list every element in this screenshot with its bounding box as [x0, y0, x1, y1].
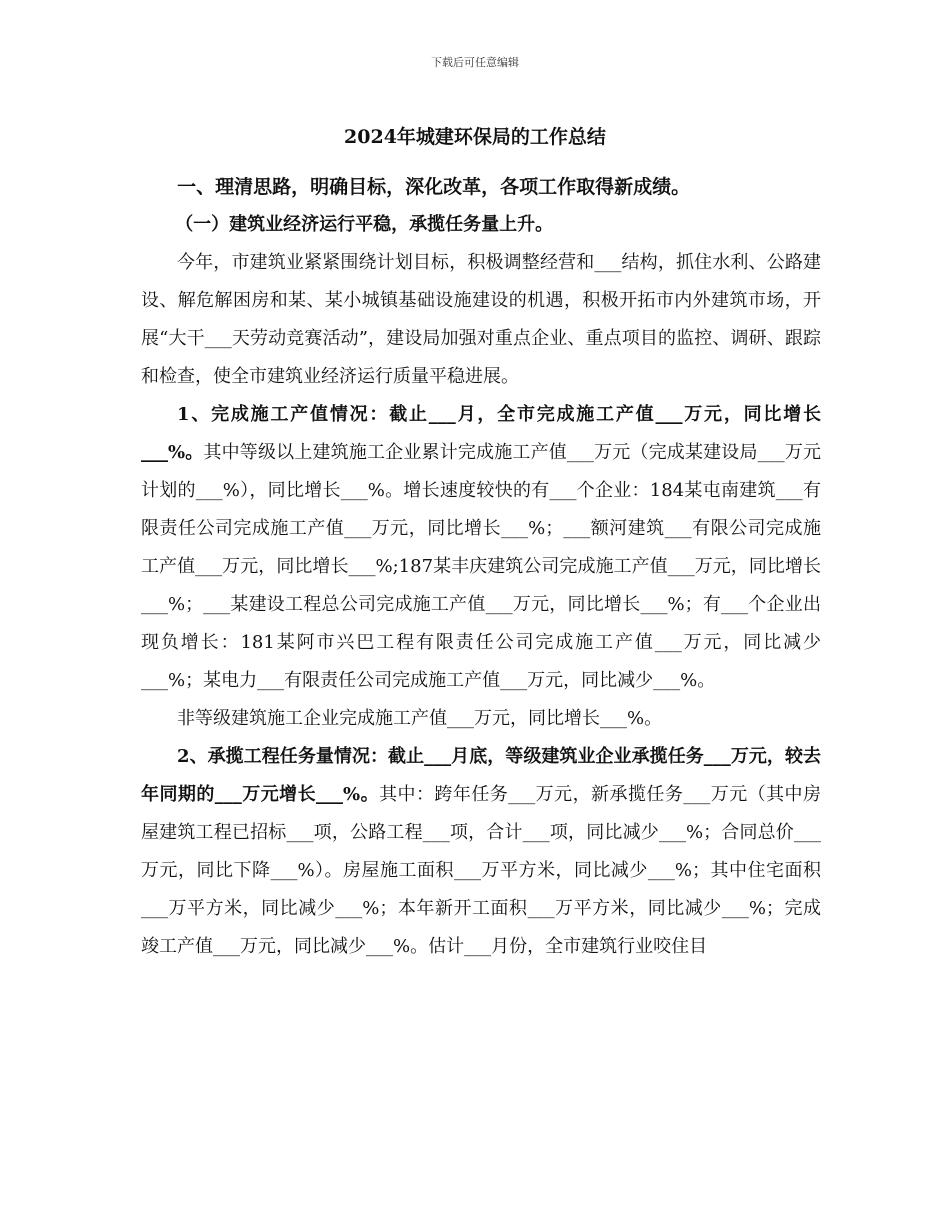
item2-body: 其中：跨年任务___万元，新承揽任务___万元（其中房屋建筑工程已招标___项，公路工程___项，合计___项，同比减少___%；合同总价___万元，同比下降___%）。房屋施工面积___万平方米，同比减少___%；其中住宅面积___万平方米，同比减少___%；本年新开工面积___万平方米，同比减少___%；完成竣工产值___万元，同比减少___%。估计___月份，全市建筑行业咬住目: [141, 784, 822, 957]
nonlevel-paragraph: 非等级建筑施工企业完成施工产值___万元，同比增长___%。: [177, 708, 663, 729]
subsection-heading-1-1: （一）建筑业经济运行平稳，承揽任务量上升。: [175, 214, 554, 235]
section-heading-1: 一、理清思路，明确目标，深化改革，各项工作取得新成绩。: [177, 176, 691, 198]
page-header: 下载后可任意编辑: [431, 56, 519, 69]
item1-paragraph: [141, 396, 821, 700]
item1-lead: 1、完成施工产值情况：截止___月，全市完成施工产值___万元，同比增长___%。: [141, 404, 821, 463]
document-title: 2024年城建环保局的工作总结: [344, 126, 606, 148]
item2-lead: 2、承揽工程任务量情况：截止___月底，等级建筑业企业承揽任务___万元，较去年同期的___万元增长___%。: [141, 746, 821, 805]
document-body: [141, 168, 821, 966]
item2-paragraph: [141, 738, 821, 966]
item1-body: 其中等级以上建筑施工企业累计完成施工产值___万元（完成某建设局___万元计划的___%），同比增长___%。增长速度较快的有___个企业：184某屯南建筑___有限责任公司完成施工产值___万元，同比增长___%；___额河建筑___有限公司完成施工产值___万元，同比增长___%;187某丰庆建筑公司完成施工产值___万元，同比增长___%；___某建设工程总公司完成施工产值___万元，同比增长___%；有___个企业出现负增长：181某阿市兴巴工程有限责任公司完成施工产值___万元，同比减少___%；某电力___有限责任公司完成施工产值___万元，同比减少___%。: [141, 442, 821, 691]
intro-paragraph: 今年，市建筑业紧紧围绕计划目标，积极调整经营和___结构，抓住水利、公路建设、解危解困房和某、某小城镇基础设施建设的机遇，积极开拓市内外建筑市场，开展“大干___天劳动竞赛活动”，建设局加强对重点企业、重点项目的监控、调研、跟踪和检查，使全市建筑业经济运行质量平稳进展。: [141, 252, 821, 387]
